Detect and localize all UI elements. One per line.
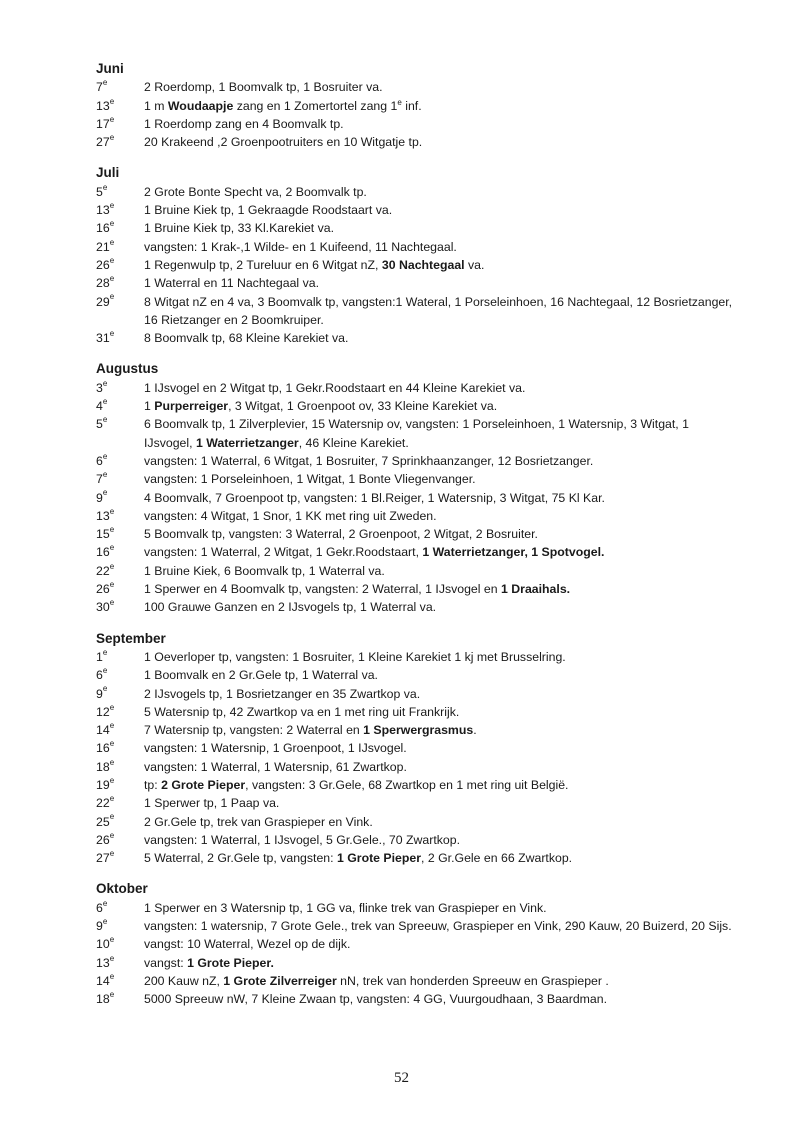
text-fragment: 6 Boomvalk tp, 1 Zilverplevier, 15 Watersnip ov, vangsten: 1 Porseleinhoen, 1 Watersnip, 3 Witgat, 1 IJsvogel, [144,417,689,450]
log-entry [96,703,736,721]
day-suffix: e [109,953,115,963]
text-fragment: 1 Bruine Kiek tp, 33 Kl.Karekiet va. [144,221,335,236]
entry-date [96,543,144,561]
entry-date [96,954,144,972]
entry-text [144,954,736,972]
text-fragment: 20 Krakeend ,2 Groenpootruiters en 10 Witgatje tp. [144,135,423,150]
log-entry [96,685,736,703]
day-suffix: e [109,274,115,284]
log-entry [96,598,736,616]
day-suffix: e [102,666,108,676]
day-number: 18 [96,992,110,1007]
entry-text [144,329,736,347]
entry-date [96,452,144,470]
log-entry [96,78,736,96]
entry-text [144,256,736,274]
entry-date [96,794,144,812]
day-suffix: e [109,96,115,106]
day-suffix: e [109,830,115,840]
day-number: 10 [96,937,110,952]
entry-date [96,78,144,96]
day-number: 1 [96,649,103,664]
entry-date [96,580,144,598]
text-fragment: vangst: [144,955,188,970]
month-section [96,360,736,616]
observation-log [96,60,736,1009]
log-entry [96,580,736,598]
entry-text [144,739,736,757]
day-number: 26 [96,832,110,847]
superscript: e [397,97,402,107]
day-suffix: e [109,598,115,608]
entry-text [144,666,736,684]
log-entry [96,831,736,849]
entry-date [96,831,144,849]
text-fragment: 7 Watersnip tp, vangsten: 2 Waterral en [144,723,364,738]
day-suffix: e [109,255,115,265]
day-number: 5 [96,184,103,199]
text-fragment: tp: [144,777,162,792]
entry-text [144,990,736,1008]
entry-text [144,648,736,666]
entry-date [96,293,144,330]
entry-date [96,776,144,794]
day-number: 16 [96,545,110,560]
day-suffix: e [102,415,108,425]
day-number: 9 [96,490,103,505]
day-suffix: e [109,812,115,822]
day-suffix: e [109,702,115,712]
day-suffix: e [109,237,115,247]
entry-date [96,562,144,580]
day-number: 13 [96,203,110,218]
day-suffix: e [109,579,115,589]
month-heading: Augustus [96,361,159,377]
text-fragment: 1 Roerdomp zang en 4 Boomvalk tp. [144,116,344,131]
day-number: 21 [96,239,110,254]
month-section [96,880,736,1008]
day-number: 15 [96,527,110,542]
log-entry [96,525,736,543]
day-suffix: e [109,543,115,553]
highlight-species: 1 Grote Pieper [336,851,422,866]
day-number: 26 [96,257,110,272]
log-entry [96,256,736,274]
entry-date [96,721,144,739]
text-fragment: vangsten: 1 watersnip, 7 Grote Gele., trek van Spreeuw, Graspieper en Vink, 290 Kauw, 20 Buizerd, 20 Sijs. [144,919,732,934]
day-suffix: e [109,794,115,804]
log-entry [96,899,736,917]
entry-text [144,721,736,739]
text-fragment: 1 Bruine Kiek, 6 Boomvalk tp, 1 Waterral va. [144,563,385,578]
log-entry [96,133,736,151]
text-fragment: vangsten: 1 Watersnip, 1 Groenpoot, 1 IJsvogel. [144,741,407,756]
text-fragment: vangsten: 1 Waterral, 2 Witgat, 1 Gekr.Roodstaart, [144,545,423,560]
highlight-species: 2 Grote Pieper [161,777,246,792]
day-suffix: e [109,721,115,730]
day-suffix: e [109,775,115,785]
day-number: 16 [96,741,110,756]
day-suffix: e [109,292,115,302]
day-number: 13 [96,955,110,970]
entry-date [96,274,144,292]
log-entry [96,972,736,990]
log-entry [96,666,736,684]
entry-text [144,293,736,330]
log-entry [96,917,736,935]
entry-date [96,397,144,415]
highlight-species: Purperreiger [154,399,229,414]
highlight-species: Woudaapje [167,98,234,113]
entry-date [96,813,144,831]
entry-text [144,758,736,776]
day-suffix: e [102,451,108,461]
highlight-species: 1 Waterrietzanger, 1 Spotvogel. [422,545,605,560]
entry-text [144,972,736,990]
entry-text [144,935,736,953]
log-entry [96,990,736,1008]
month-heading: Juni [96,61,124,76]
entry-text [144,685,736,703]
entry-text [144,219,736,237]
log-entry [96,776,736,794]
entry-text [144,183,736,201]
entry-text [144,899,736,917]
text-fragment: 1 IJsvogel en 2 Witgat tp, 1 Gekr.Roodstaart en 44 Kleine Karekiet va. [144,380,526,395]
entry-date [96,899,144,917]
text-fragment: 5 Watersnip tp, 42 Zwartkop va en 1 met ring uit Frankrijk. [144,704,460,719]
entry-date [96,238,144,256]
log-entry [96,201,736,219]
log-entry [96,794,736,812]
log-entry [96,293,736,330]
text-fragment: 1 Regenwulp tp, 2 Tureluur en 6 Witgat nZ, [144,257,382,272]
log-entry [96,954,736,972]
day-suffix: e [102,378,108,388]
text-fragment: vangsten: 4 Witgat, 1 Snor, 1 KK met ring uit Zweden. [144,508,437,523]
log-entry [96,758,736,776]
day-number: 14 [96,973,110,988]
entry-text [144,201,736,219]
text-fragment: 8 Boomvalk tp, 68 Kleine Karekiet va. [144,331,349,346]
entry-date [96,219,144,237]
month-section [96,164,736,347]
entry-date [96,201,144,219]
entry-date [96,470,144,488]
text-fragment: , vangsten: 3 Gr.Gele, 68 Zwartkop en 1 met ring uit België. [245,777,569,792]
entry-date [96,507,144,525]
entry-date [96,525,144,543]
text-fragment: , 3 Witgat, 1 Groenpoot ov, 33 Kleine Karekiet va. [228,399,498,414]
text-fragment: 5000 Spreeuw nW, 7 Kleine Zwaan tp, vangsten: 4 GG, Vuurgoudhaan, 3 Baardman. [144,992,608,1007]
month-section [96,60,736,151]
entry-text [144,133,736,151]
entry-date [96,758,144,776]
day-suffix: e [109,990,115,1000]
day-suffix: e [102,182,108,192]
day-number: 6 [96,900,103,915]
entry-date [96,379,144,397]
entry-text [144,562,736,580]
day-suffix: e [109,561,115,571]
highlight-species: 1 Draaihals. [501,582,571,597]
text-fragment: vangsten: 1 Waterral, 6 Witgat, 1 Bosruiter, 7 Sprinkhaanzanger, 12 Bosrietzanger. [144,453,594,468]
text-fragment: vangsten: 1 Waterral, 1 IJsvogel, 5 Gr.Gele., 70 Zwartkop. [144,832,460,847]
log-entry [96,849,736,867]
day-suffix: e [102,898,108,908]
text-fragment: vangsten: 1 Krak-,1 Wilde- en 1 Kuifeend, 11 Nachtegaal. [144,239,457,254]
entry-text [144,543,736,561]
log-entry [96,543,736,561]
day-suffix: e [109,133,115,143]
log-entry [96,813,736,831]
entry-text [144,397,736,415]
text-fragment: vangsten: 1 Porseleinhoen, 1 Witgat, 1 Bonte Vliegenvanger. [144,472,476,487]
day-suffix: e [102,916,108,926]
entry-text [144,78,736,96]
log-entry [96,470,736,488]
day-number: 7 [96,80,103,95]
entry-text [144,525,736,543]
page-number: 52 [394,1070,409,1086]
log-entry [96,648,736,666]
day-suffix: e [102,684,108,694]
text-fragment: 1 Boomvalk en 2 Gr.Gele tp, 1 Waterral va. [144,668,378,683]
entry-text [144,831,736,849]
day-suffix: e [109,971,115,981]
text-fragment: 1 Waterral en 11 Nachtegaal va. [144,276,319,291]
log-entry [96,219,736,237]
day-number: 30 [96,600,110,615]
entry-text [144,238,736,256]
log-entry [96,489,736,507]
entry-date [96,990,144,1008]
day-number: 18 [96,759,110,774]
text-fragment: 5 Waterral, 2 Gr.Gele tp, vangsten: [144,851,337,866]
text-fragment: inf. [401,98,422,113]
log-entry [96,452,736,470]
entry-date [96,415,144,452]
day-suffix: e [109,525,115,535]
month-section [96,630,736,868]
log-entry [96,739,736,757]
day-suffix: e [109,757,115,767]
day-suffix: e [102,470,108,480]
day-number: 6 [96,453,103,468]
text-fragment: 1 Sperwer tp, 1 Paap va. [144,796,280,811]
log-entry [96,238,736,256]
text-fragment: va. [464,257,485,272]
day-number: 4 [96,399,103,414]
day-number: 29 [96,294,110,309]
entry-date [96,648,144,666]
text-fragment: 2 Grote Bonte Specht va, 2 Boomvalk tp. [144,184,367,199]
entry-date [96,685,144,703]
text-fragment: 100 Grauwe Ganzen en 2 IJsvogels tp, 1 Waterral va. [144,600,437,615]
entry-text [144,489,736,507]
highlight-species: 1 Grote Zilverreiger [223,973,337,988]
month-heading: Oktober [96,881,148,897]
day-suffix: e [109,935,115,945]
day-suffix: e [109,849,115,859]
text-fragment: 4 Boomvalk, 7 Groenpoot tp, vangsten: 1 Bl.Reiger, 1 Watersnip, 3 Witgat, 75 Kl Kar. [144,490,605,505]
day-number: 17 [96,116,110,131]
log-entry [96,329,736,347]
text-fragment: 1 [144,399,155,414]
log-entry [96,397,736,415]
day-suffix: e [102,488,108,498]
entry-text [144,813,736,831]
log-entry [96,115,736,133]
entry-text [144,415,736,452]
entry-date [96,739,144,757]
entry-text [144,703,736,721]
text-fragment: 1 Bruine Kiek tp, 1 Gekraagde Roodstaart va. [144,203,393,218]
entry-text [144,507,736,525]
entry-date [96,329,144,347]
day-number: 9 [96,919,103,934]
text-fragment: 1 Sperwer en 3 Watersnip tp, 1 GG va, flinke trek van Graspieper en Vink. [144,900,547,915]
day-number: 22 [96,563,110,578]
day-number: 13 [96,98,110,113]
day-number: 13 [96,508,110,523]
month-heading: Juli [96,165,120,181]
day-number: 28 [96,276,110,291]
day-number: 27 [96,135,110,150]
highlight-species: 30 Nachtegaal [381,257,465,272]
month-heading: September [96,630,166,646]
entry-date [96,256,144,274]
log-entry [96,379,736,397]
day-number: 9 [96,686,103,701]
text-fragment: 2 IJsvogels tp, 1 Bosrietzanger en 35 Zwartkop va. [144,686,421,701]
day-number: 27 [96,851,110,866]
highlight-species: 1 Grote Pieper. [187,955,274,970]
text-fragment: vangst: 10 Waterral, Wezel op de dijk. [144,937,351,952]
day-number: 16 [96,221,110,236]
log-entry [96,507,736,525]
log-entry [96,721,736,739]
entry-date [96,703,144,721]
text-fragment: 2 Roerdomp, 1 Boomvalk tp, 1 Bosruiter va. [144,80,383,95]
text-fragment: nN, trek van honderden Spreeuw en Graspieper . [336,973,609,988]
text-fragment: zang en 1 Zomertortel zang 1 [233,98,398,113]
day-number: 26 [96,582,110,597]
day-suffix: e [109,219,115,229]
entry-text [144,274,736,292]
entry-text [144,917,736,935]
log-entry [96,935,736,953]
day-number: 6 [96,668,103,683]
entry-text [144,97,736,115]
entry-text [144,470,736,488]
day-suffix: e [102,396,108,406]
entry-text [144,794,736,812]
entry-date [96,972,144,990]
entry-text [144,598,736,616]
entry-text [144,849,736,867]
day-number: 7 [96,472,103,487]
entry-date [96,935,144,953]
text-fragment: , 46 Kleine Karekiet. [298,435,409,450]
text-fragment: 5 Boomvalk tp, vangsten: 3 Waterral, 2 Groenpoot, 2 Witgat, 2 Bosruiter. [144,527,538,542]
entry-date [96,917,144,935]
day-number: 19 [96,777,110,792]
text-fragment: , 2 Gr.Gele en 66 Zwartkop. [421,851,573,866]
day-number: 25 [96,814,110,829]
text-fragment: 1 Sperwer en 4 Boomvalk tp, vangsten: 2 Waterral, 1 IJsvogel en [144,582,502,597]
entry-date [96,666,144,684]
entry-text [144,580,736,598]
day-number: 22 [96,796,110,811]
day-number: 31 [96,331,110,346]
text-fragment: 200 Kauw nZ, [144,973,224,988]
day-number: 12 [96,704,110,719]
entry-date [96,133,144,151]
day-suffix: e [109,329,115,339]
entry-date [96,183,144,201]
text-fragment: vangsten: 1 Waterral, 1 Watersnip, 61 Zwartkop. [144,759,407,774]
text-fragment: 1 m [144,98,168,113]
text-fragment: . [473,723,477,738]
day-number: 5 [96,417,103,432]
day-suffix: e [102,647,108,657]
day-suffix: e [109,739,115,749]
entry-text [144,115,736,133]
log-entry [96,415,736,452]
text-fragment: 2 Gr.Gele tp, trek van Graspieper en Vink. [144,814,373,829]
highlight-species: 1 Sperwergrasmus [363,723,474,738]
day-suffix: e [109,200,115,210]
entry-date [96,489,144,507]
highlight-species: 1 Waterrietzanger [195,435,299,450]
day-number: 3 [96,380,103,395]
entry-date [96,849,144,867]
day-suffix: e [109,506,115,516]
text-fragment: 1 Oeverloper tp, vangsten: 1 Bosruiter, 1 Kleine Karekiet 1 kj met Brusselring. [144,649,566,664]
day-suffix: e [109,114,115,124]
day-suffix: e [102,78,108,88]
entry-date [96,115,144,133]
day-number: 14 [96,723,110,738]
entry-date [96,598,144,616]
entry-text [144,452,736,470]
entry-text [144,379,736,397]
log-entry [96,183,736,201]
log-entry [96,562,736,580]
log-entry [96,274,736,292]
entry-text [144,776,736,794]
text-fragment: 8 Witgat nZ en 4 va, 3 Boomvalk tp, vangsten:1 Wateral, 1 Porseleinhoen, 16 Nachtegaal, 12 Bosrietzanger, 16 Rietzanger en 2 Boomkruiper. [144,294,733,327]
entry-date [96,97,144,115]
log-entry [96,97,736,115]
